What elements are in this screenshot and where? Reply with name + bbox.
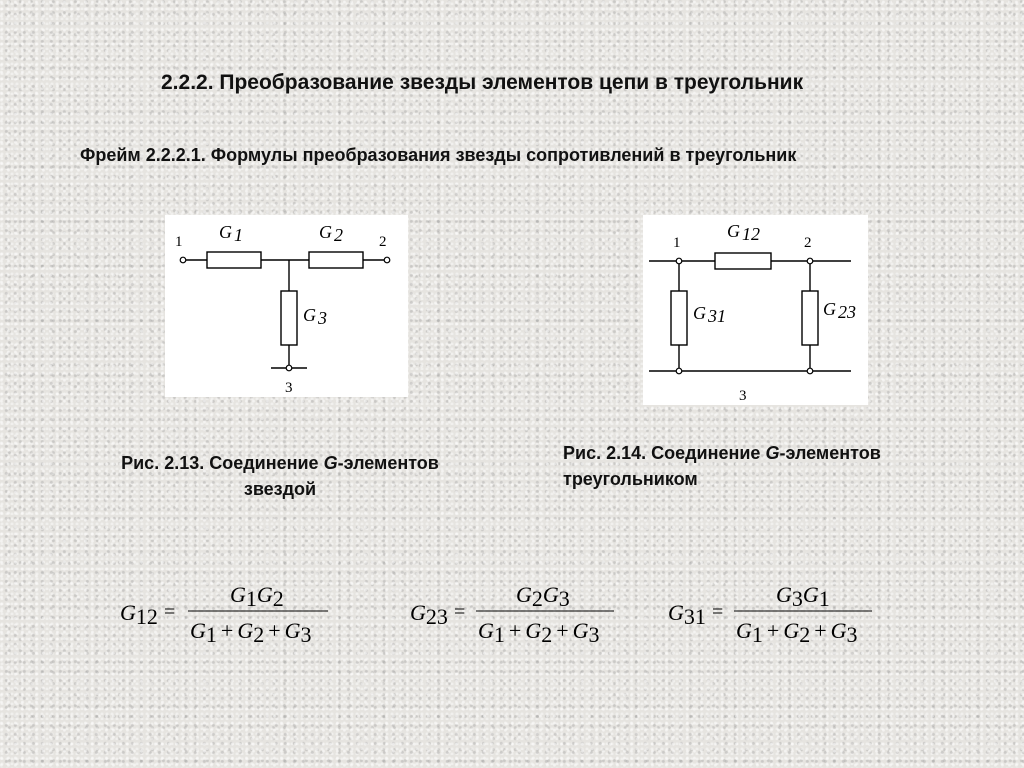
star-circuit-svg: [165, 215, 408, 397]
formula-numerator: G2G3: [516, 582, 570, 611]
caption-line-2: треугольником: [563, 469, 698, 489]
element-label-g12: G 12: [727, 221, 760, 244]
resistor-g1: [207, 252, 261, 268]
formula-lhs: G23: [410, 600, 448, 629]
node-label-3: 3: [285, 380, 293, 396]
junction-1: [676, 258, 682, 264]
node-label-1: 1: [175, 234, 183, 250]
caption-line-1: Рис. 2.13. Соединение G-элементов: [121, 453, 439, 473]
formula-g12: [118, 578, 338, 650]
formula-lhs: G31: [668, 600, 706, 629]
figure-caption-star: [70, 450, 490, 502]
resistor-g23: [802, 291, 818, 345]
star-circuit-diagram: [165, 215, 408, 397]
element-label-g2: G 2: [319, 222, 343, 245]
resistor-g2: [309, 252, 363, 268]
formula-denominator: G1 + G2 + G3: [190, 618, 312, 647]
terminal-2: [384, 257, 390, 263]
caption-line-1: Рис. 2.14. Соединение G-элементов: [563, 443, 881, 463]
equals-sign: =: [712, 601, 724, 623]
figure-caption-delta: [563, 440, 1003, 492]
element-label-g1: G 1: [219, 222, 243, 245]
element-label-g23: G 23: [823, 299, 856, 322]
frame-title: Фрейм 2.2.2.1. Формулы преобразования звезды сопротивлений в треугольник: [80, 145, 797, 165]
node-label-1: 1: [673, 235, 681, 251]
equals-sign: =: [454, 601, 466, 623]
resistor-g12: [715, 253, 771, 269]
junction-3-left: [676, 368, 682, 374]
formula-lhs: G12: [120, 600, 158, 629]
junction-2: [807, 258, 813, 264]
equals-sign: =: [164, 601, 176, 623]
delta-circuit-diagram: [643, 215, 868, 405]
terminal-3: [286, 365, 292, 371]
section-title: 2.2.2. Преобразование звезды элементов цепи в треугольник: [161, 71, 804, 94]
resistor-g31: [671, 291, 687, 345]
formula-denominator: G1 + G2 + G3: [736, 618, 858, 647]
element-label-g3: G 3: [303, 305, 327, 328]
formula-g31: [666, 578, 886, 650]
formula-numerator: G3G1: [776, 582, 830, 611]
resistor-g3: [281, 291, 297, 345]
node-label-2: 2: [379, 234, 387, 250]
terminal-1: [180, 257, 186, 263]
node-label-2: 2: [804, 235, 812, 251]
node-label-3: 3: [739, 388, 747, 404]
formula-numerator: G1G2: [230, 582, 284, 611]
element-label-g31: G 31: [693, 303, 726, 326]
formula-denominator: G1 + G2 + G3: [478, 618, 600, 647]
junction-3-right: [807, 368, 813, 374]
formula-g23: [408, 578, 628, 650]
delta-circuit-svg: [643, 215, 868, 405]
caption-line-2: звездой: [243, 479, 317, 499]
